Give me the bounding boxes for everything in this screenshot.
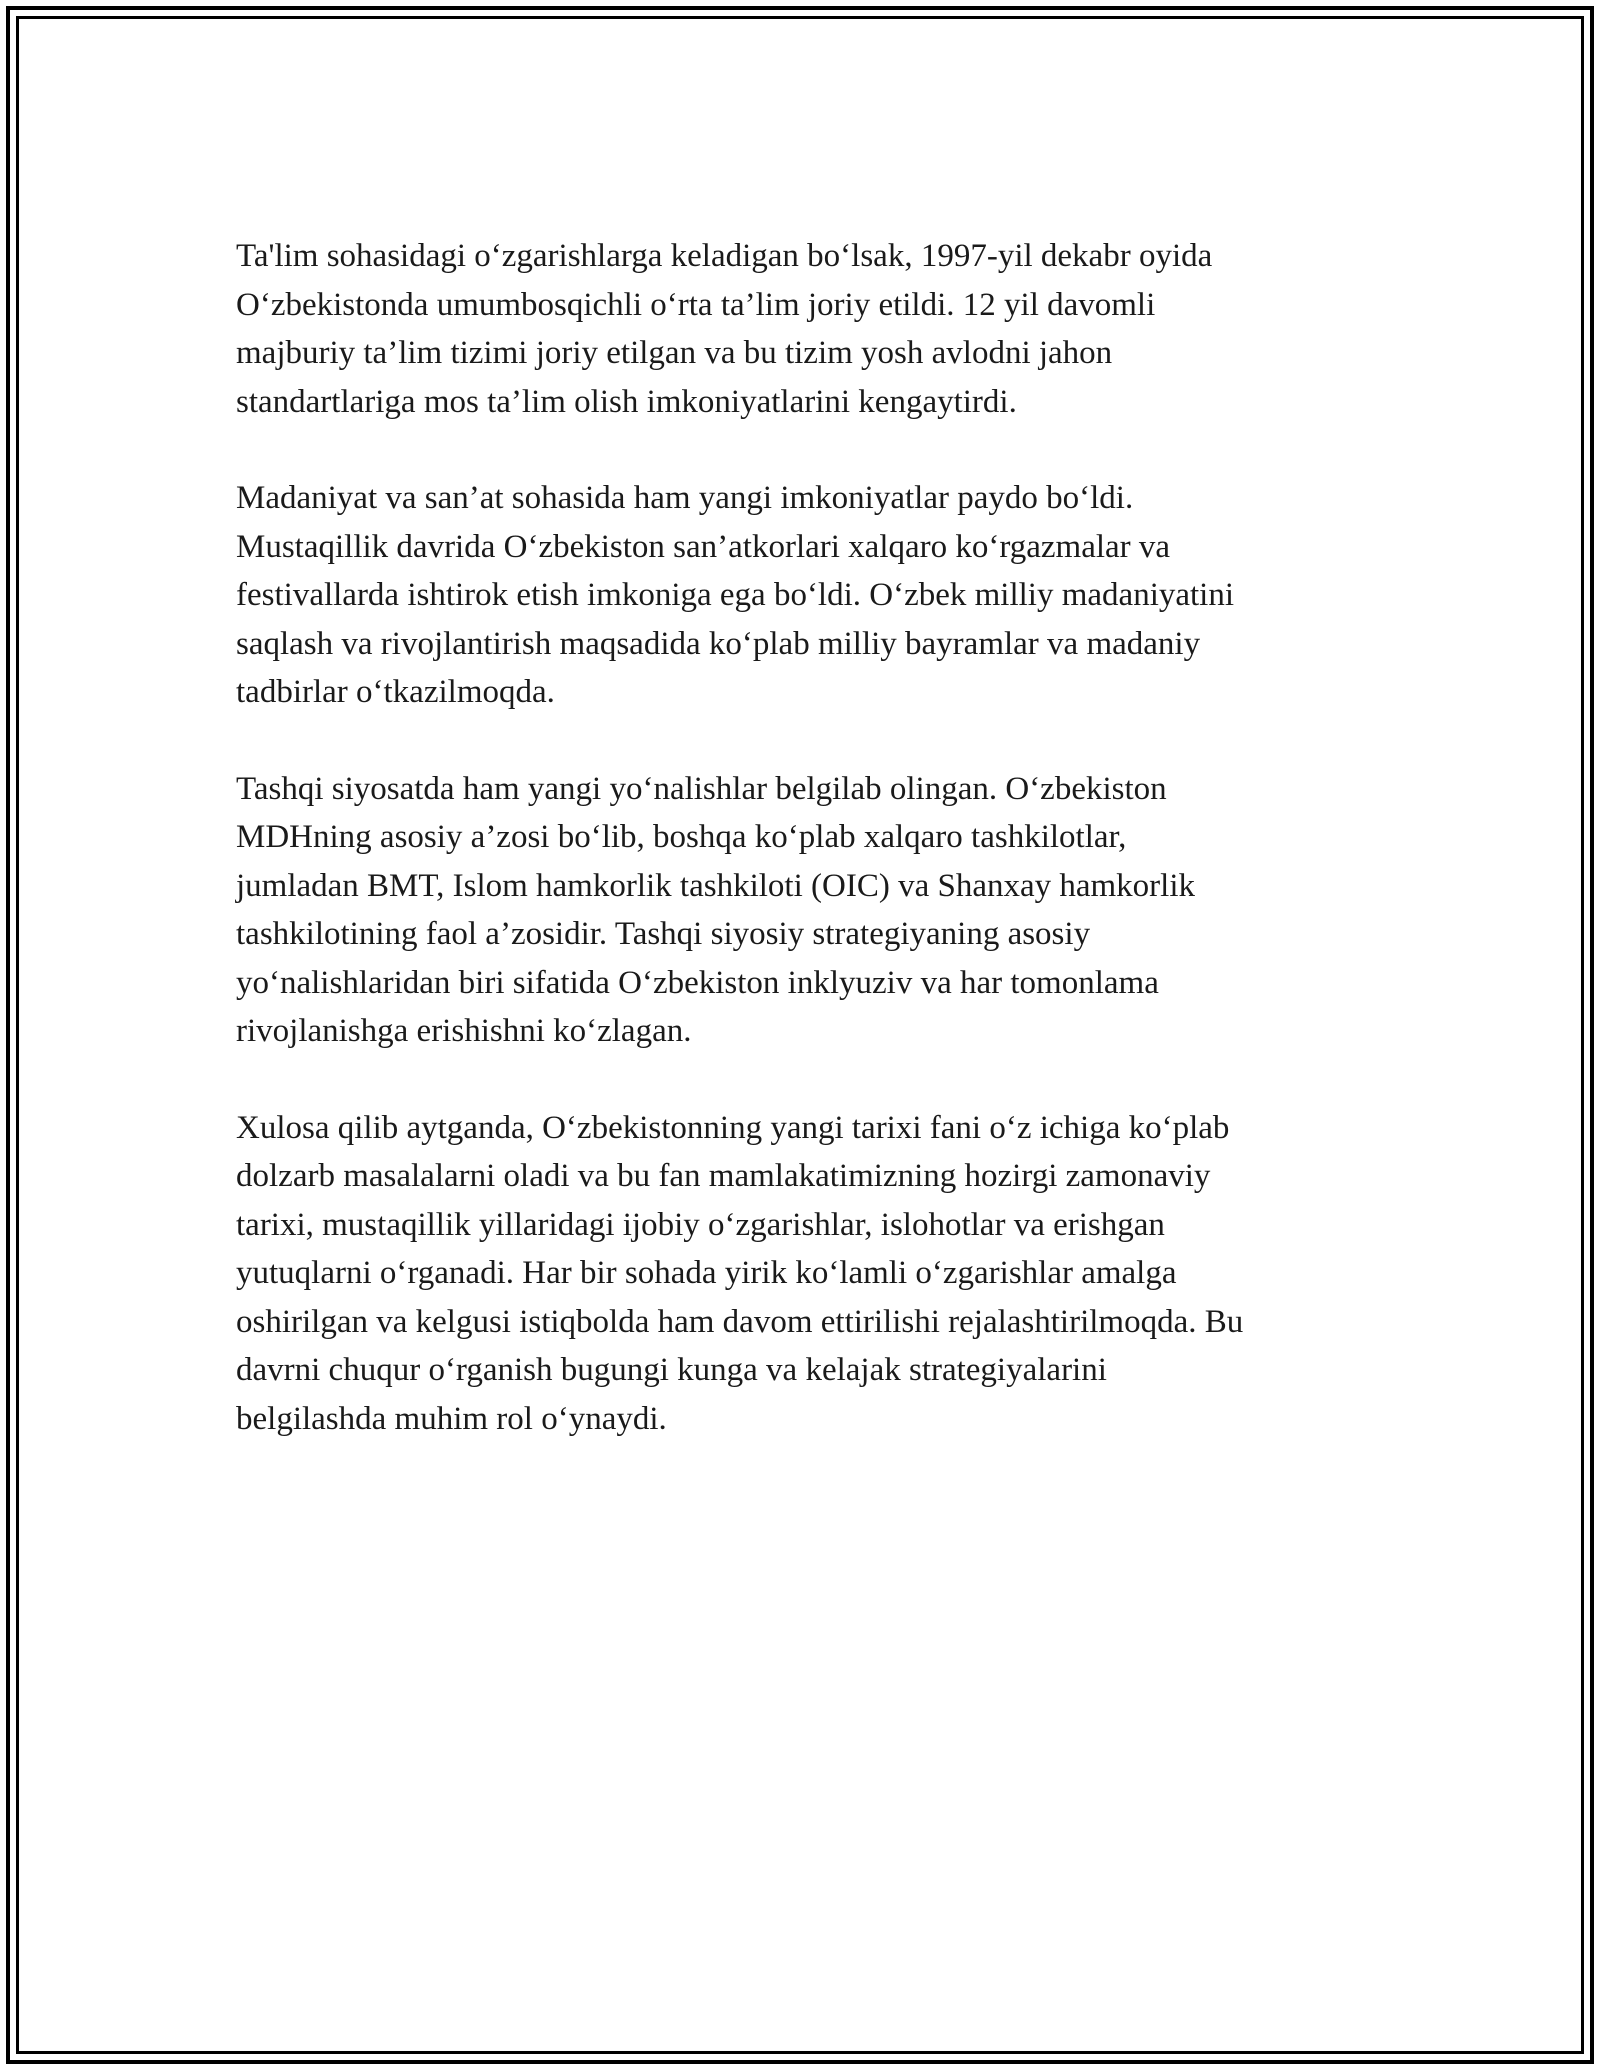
paragraph-culture: Madaniyat va san’at sohasida ham yangi imkoniyatlar paydo bo‘ldi. Mustaqillik davrida O‘zbekiston san’atkorlari xalqaro ko‘rgazmalar va festivallarda ishtirok etish imkoniga ega bo‘ldi. O‘zbek milliy madaniyatini saqlash va rivojlantirish maqsadida ko‘plab milliy bayramlar va madaniy tadbirlar o‘tkazilmoqda. (236, 480, 1235, 710)
paragraph-education: Ta'lim sohasidagi o‘zgarishlarga keladigan bo‘lsak, 1997-yil dekabr oyida O‘zbekistonda umumbosqichli o‘rta ta’lim joriy etildi. 12 yil davomli majburiy ta’lim tizimi joriy etilgan va bu tizim yosh avlodni jahon standartlariga mos ta’lim olish imkoniyatlarini kengaytirdi. (236, 238, 1213, 420)
document-body (236, 232, 1368, 1443)
paragraph-foreign-policy: Tashqi siyosatda ham yangi yo‘nalishlar belgilab olingan. O‘zbekiston MDHning asosiy a’zosi bo‘lib, boshqa ko‘plab xalqaro tashkilotlar, jumladan BMT, Islom hamkorlik tashkiloti (OIC) va Shanxay hamkorlik tashkilotining faol a’zosidir. Tashqi siyosiy strategiyaning asosiy yo‘nalishlaridan biri sifatida O‘zbekiston inklyuziv va har tomonlama rivojlanishga erishishni ko‘zlagan. (236, 770, 1195, 1049)
paragraph-conclusion: Xulosa qilib aytganda, O‘zbekistonning yangi tarixi fani o‘z ichiga ko‘plab dolzarb masalalarni oladi va bu fan mamlakatimizning hozirgi zamonaviy tarixi, mustaqillik yillaridagi ijobiy o‘zgarishlar, islohotlar va erishgan yutuqlarni o‘rganadi. Har bir sohada yirik ko‘lamli o‘zgarishlar amalga oshirilgan va kelgusi istiqbolda ham davom ettirilishi rejalashtirilmoqda. Bu davrni chuqur o‘rganish bugungi kunga va kelajak strategiyalarini belgilashda muhim rol o‘ynaydi. (236, 1109, 1244, 1437)
